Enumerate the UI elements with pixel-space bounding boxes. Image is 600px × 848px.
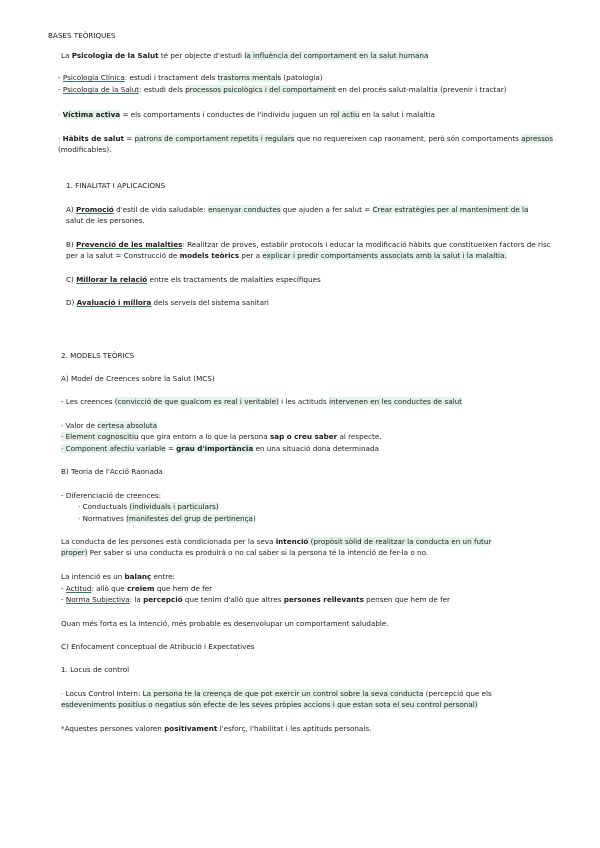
section1-item-d: D) Avaluació i millora dels serveis del sistema sanitari bbox=[66, 298, 269, 307]
creences-line: - Les creences (convicció de que qualcom es real i veritable) i les actituds intervenen en les conductes de salut bbox=[61, 397, 462, 406]
def-psicologia-salut: - Psicologia de la Salut: estudi dels processos psicològics i del comportament en del procés salut-malaltia (prevenir i tractar) bbox=[58, 85, 507, 94]
quan-paragraph: Quan més forta es la intenció, més probable es desenvolupar un comportament saludable. bbox=[61, 619, 389, 628]
section1-item-a: A) Promoció d'estil de vida saludable: ensenyar conductes que ajuden a fer salut = Crear estratègies per al manteniment de la bbox=[66, 205, 529, 214]
diferenciacio-conductuals: · Conductuals (individuals i particulars) bbox=[78, 502, 219, 511]
creences-component: · Component afectiu variable = grau d'importància en una situació dona determinada bbox=[61, 444, 379, 453]
creences-element: · Element cognoscitiu que gira entorn a lo que la persona sap o creu saber al respecte. bbox=[61, 432, 382, 441]
locus-intern-line: · Locus Control Intern: La persona te la creença de que pot exercir un control sobre la seva conducta (percepció que els bbox=[61, 689, 492, 698]
creences-valor: · Valor de certesa absoluta bbox=[61, 421, 158, 430]
conducta-paragraph: La conducta de les persones està condicionada per la seva intenció (propòsit sòlid de realitzar la conducta en un futur bbox=[61, 537, 492, 546]
def-psicologia-clinica: - Psicologia Clínica: estudi i tractament dels trastorns mentals (patologia) bbox=[58, 73, 323, 82]
conducta-paragraph-cont: proper) Per saber si una conducta es produirà o no cal saber si la persona té la intenció de fer-la o no. bbox=[61, 548, 429, 557]
actitud-line: - Actitud: allò que creiem que hem de fer bbox=[61, 584, 213, 593]
section2-heading: 2. MODELS TEÒRICS bbox=[61, 351, 135, 360]
section1-item-b-cont: per a la salut = Construcció de models teòrics per a explicar i predir comportaments associats amb la salut i la malaltia. bbox=[66, 251, 507, 260]
def-habits-salut-cont: (modificables). bbox=[58, 145, 112, 154]
aquestes-line: *Aquestes persones valoren positivament l'esforç, l'habilitat i les aptituds personals. bbox=[61, 724, 372, 733]
enfocament-title: C) Enfocament conceptual de Atribució i Expectatives bbox=[61, 642, 255, 651]
norma-subjectiva-line: - Norma Subjectiva: la percepció que tenim d'allò que altres persones rellevants pensen que hem de fer bbox=[61, 595, 450, 604]
intencio-line: La intenció es un balanç entre: bbox=[61, 572, 175, 581]
section1-item-b: B) Prevenció de les malalties: Realitzar de proves, establir protocols i educar la modificació hàbits que constitueixen factors de risc bbox=[66, 240, 551, 249]
locus-intern-cont: esdeveniments positius o negatius són efecte de les seves pròpies accions i que estan sota el seu control personal) bbox=[61, 700, 478, 709]
section1-item-c: C) Millorar la relació entre els tractaments de malalties específiques bbox=[66, 275, 321, 284]
document-title: BASES TEÒRIQUES bbox=[48, 31, 116, 40]
def-victima-activa: · Víctima activa = els comportaments i conductes de l'individu juguen un rol actiu en la salut i malaltia bbox=[58, 110, 435, 119]
mcs-title: A) Model de Creences sobre la Salut (MCS) bbox=[61, 374, 215, 383]
diferenciacio-line: - Diferenciació de creences: bbox=[61, 491, 162, 500]
tar-title: B) Teoria de l'Acció Raonada bbox=[61, 467, 163, 476]
diferenciacio-normatives: · Normatives (manifestes del grup de pertinença) bbox=[78, 514, 256, 523]
locus-title: 1. Locus de control bbox=[61, 665, 130, 674]
section1-item-a-cont: salut de les persones. bbox=[66, 216, 145, 225]
section1-heading: 1. FINALITAT I APLICACIONS bbox=[66, 181, 166, 190]
intro-paragraph: La Psicologia de la Salut té per objecte d'estudi la influència del comportament en la salut humana bbox=[61, 51, 429, 60]
def-habits-salut: · Hàbits de salut = patrons de comportament repetits i regulars que no requereixen cap raonament, però són comportaments apressos bbox=[58, 134, 554, 143]
